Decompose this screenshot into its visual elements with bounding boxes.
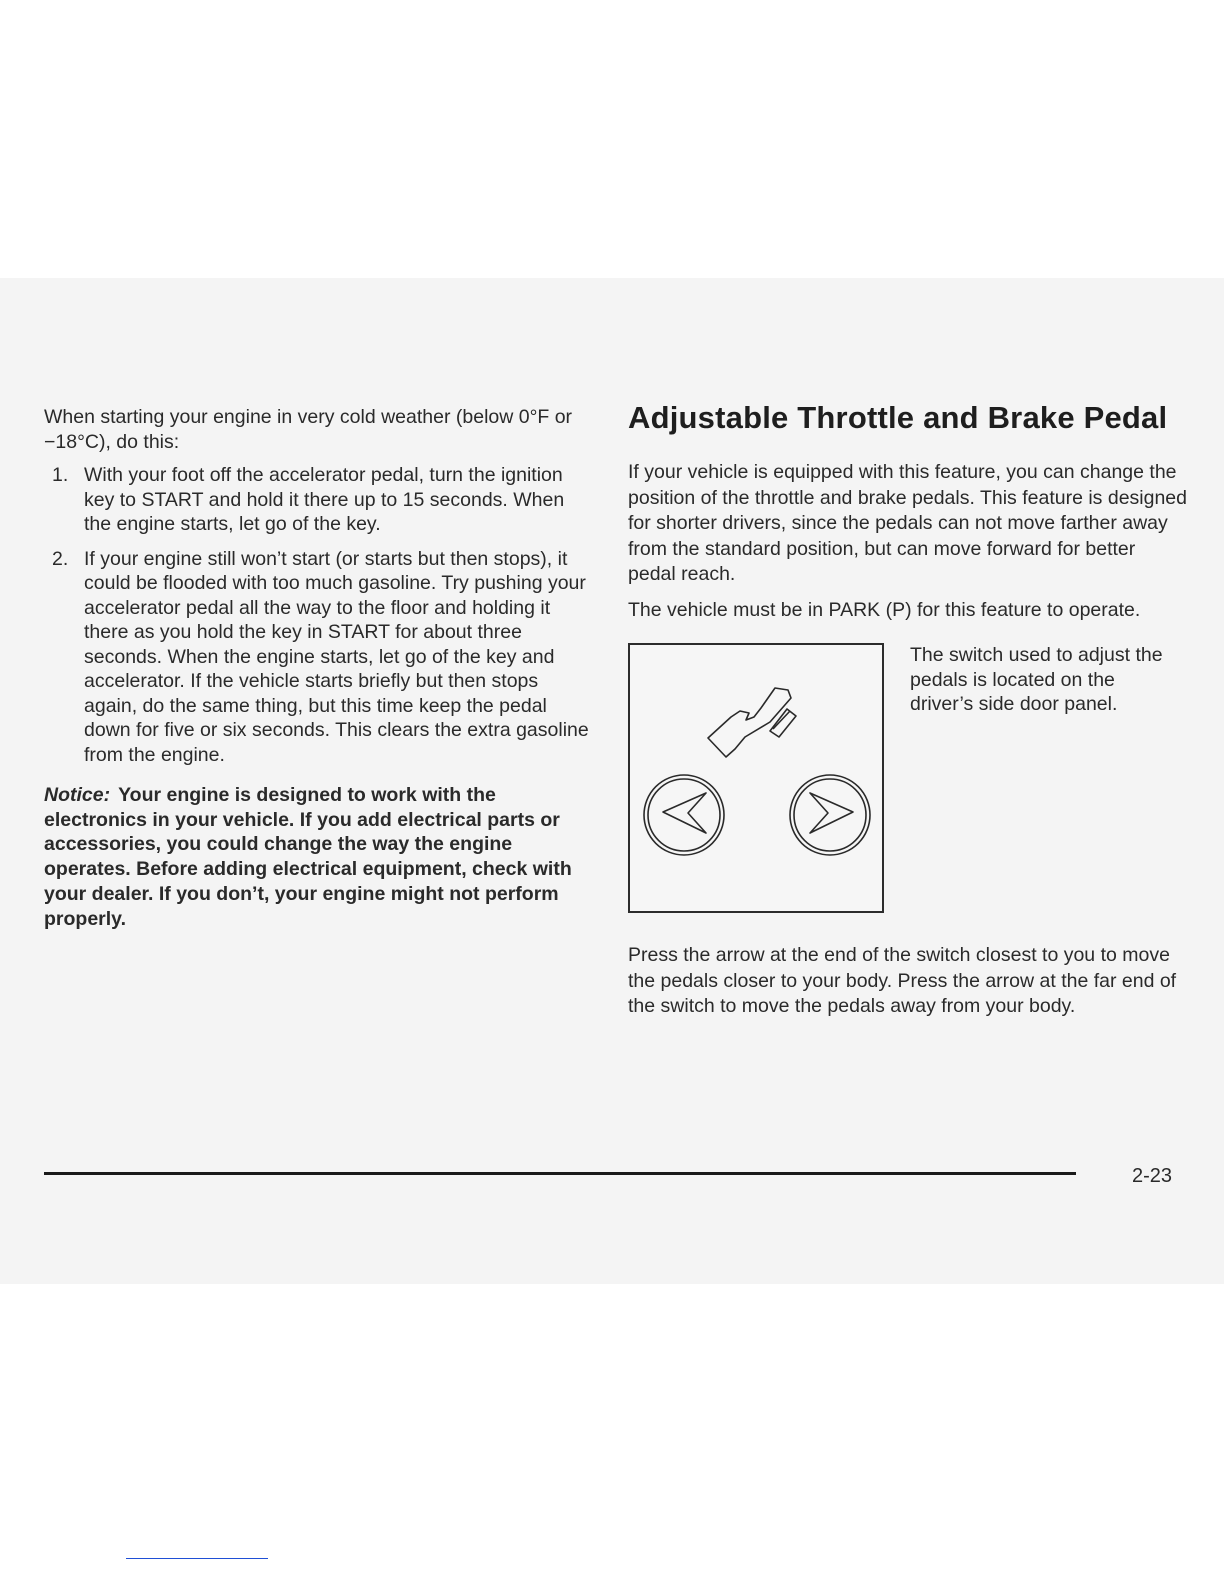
park-requirement: The vehicle must be in PARK (P) for this feature to operate. xyxy=(628,598,1141,621)
step-number: 2. xyxy=(52,547,69,570)
switch-figure-row xyxy=(628,643,1188,943)
notice-label: Notice: xyxy=(44,784,111,806)
section-heading: Adjustable Throttle and Brake Pedal xyxy=(628,400,1168,435)
left-arrow-button-icon xyxy=(644,775,724,855)
pedal-switch-illustration xyxy=(628,643,884,913)
step-text: If your engine still won’t start (or starts but then stops), it could be flooded with too much gasoline. Try pushing your accelerator pedal all the way to the floor and holding it there as you hold the key in START for about three seconds. When the engine starts, let go of the key and accelerator. If the vehicle starts briefly but then stops again, do the same thing, but this time keep the pedal down for five or six seconds. This clears the extra gasoline from the engine. xyxy=(84,547,589,766)
switch-usage-instructions: Press the arrow at the end of the switch closest to you to move the pedals closer to your body. Press the arrow at the far end of the switch to move the pedals away from your body. xyxy=(628,944,1177,1017)
list-item xyxy=(44,547,594,768)
hyperlink-underline[interactable] xyxy=(126,1558,268,1559)
pedal-switch-drawing xyxy=(630,645,882,911)
right-column xyxy=(628,398,1188,1030)
notice-text: Your engine is designed to work with the electronics in your vehicle. If you add electrical parts or accessories, you could change the way the engine operates. Before adding electrical equipment, check with your dealer. If you don’t, your engine might not perform properly. xyxy=(44,784,572,930)
cold-weather-intro: When starting your engine in very cold weather (below 0°F or −18°C), do this: xyxy=(44,406,573,453)
list-item xyxy=(44,463,594,537)
page-number: 2-23 xyxy=(1132,1165,1173,1187)
step-number: 1. xyxy=(52,464,69,486)
step-text: With your foot off the accelerator pedal, turn the ignition key to START and hold it there up to 15 seconds. When the engine starts, let go of the key. xyxy=(84,464,565,535)
footer-rule xyxy=(44,1172,1076,1175)
switch-location-caption: The switch used to adjust the pedals is located on the driver’s side door panel. xyxy=(910,644,1163,715)
right-arrow-button-icon xyxy=(790,775,870,855)
foot-pedal-icon xyxy=(708,688,796,757)
engine-notice xyxy=(44,783,594,931)
feature-description: If your vehicle is equipped with this feature, you can change the position of the throttle and brake pedals. This feature is designed for shorter drivers, since the pedals can not move farther away from the standard position, but can move forward for better pedal reach. xyxy=(628,461,1187,585)
left-column xyxy=(44,405,594,931)
cold-start-steps xyxy=(44,463,594,767)
